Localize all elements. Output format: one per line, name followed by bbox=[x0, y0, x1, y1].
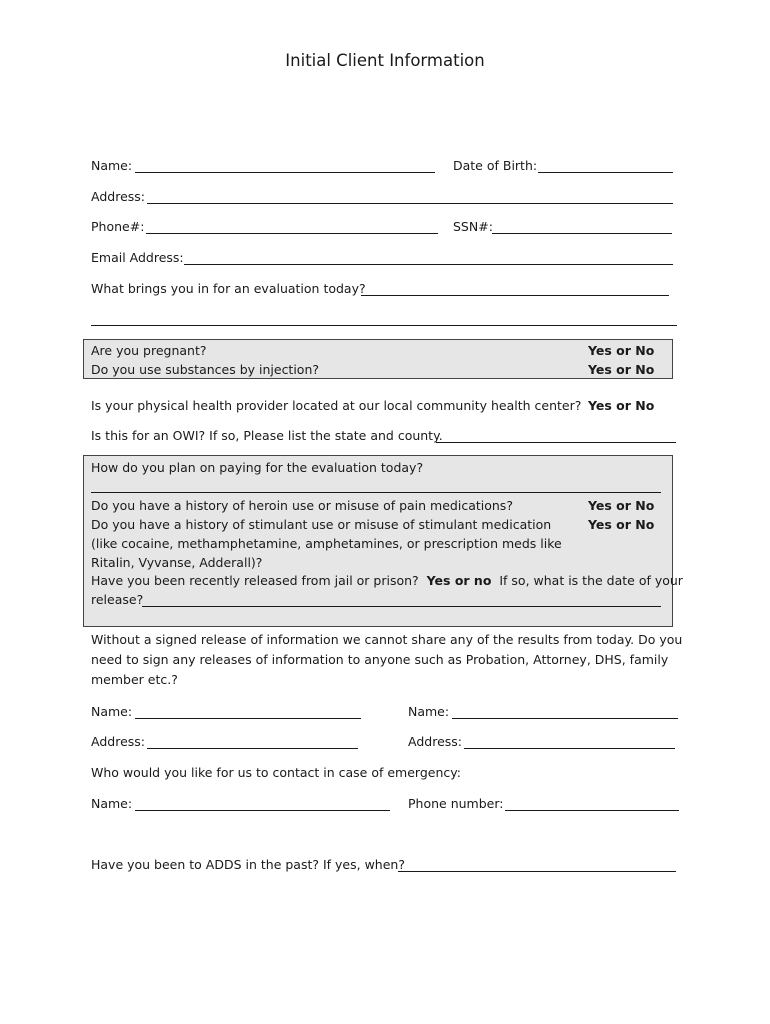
release-info-line-3: member etc.? bbox=[91, 672, 178, 687]
heroin-question: Do you have a history of heroin use or misuse of pain medications? bbox=[91, 498, 513, 513]
ssn-label: SSN#: bbox=[453, 219, 493, 234]
emergency-phone-label: Phone number: bbox=[408, 796, 504, 811]
address-label: Address: bbox=[91, 189, 145, 204]
name-label: Name: bbox=[91, 158, 133, 173]
paying-question: How do you plan on paying for the evaluation today? bbox=[91, 460, 424, 475]
emergency-name-label: Name: bbox=[91, 796, 133, 811]
release-contact-2-address-label: Address: bbox=[408, 734, 462, 749]
evaluation-reason-label: What brings you in for an evaluation today? bbox=[91, 281, 366, 296]
adds-field[interactable] bbox=[398, 871, 676, 872]
name-field[interactable] bbox=[135, 172, 435, 173]
jail-question-followup: If so, what is the date of your bbox=[499, 573, 683, 588]
release-info-line-1: Without a signed release of information we cannot share any of the results from today. Do you bbox=[91, 632, 683, 647]
paying-field[interactable] bbox=[91, 492, 661, 493]
owi-field[interactable] bbox=[436, 442, 676, 443]
jail-question-text: Have you been recently released from jail or prison? bbox=[91, 573, 419, 588]
stimulant-question: Do you have a history of stimulant use or misuse of stimulant medication bbox=[91, 517, 552, 532]
release-info-line-2: need to sign any releases of information to anyone such as Probation, Attorney, DHS, family bbox=[91, 652, 669, 667]
phone-label: Phone#: bbox=[91, 219, 145, 234]
email-field[interactable] bbox=[184, 264, 673, 265]
stimulant-examples-line-2: Ritalin, Vyvanse, Adderall)? bbox=[91, 555, 263, 570]
pregnant-question: Are you pregnant? bbox=[91, 343, 207, 358]
evaluation-reason-field[interactable] bbox=[361, 295, 669, 296]
owi-question: Is this for an OWI? If so, Please list the state and county. bbox=[91, 428, 443, 443]
jail-question bbox=[91, 573, 683, 588]
physical-provider-yes-no[interactable]: Yes or No bbox=[588, 398, 655, 413]
stimulant-yes-no[interactable]: Yes or No bbox=[588, 517, 655, 532]
heroin-yes-no[interactable]: Yes or No bbox=[588, 498, 655, 513]
release-contact-1-name-label: Name: bbox=[91, 704, 133, 719]
dob-field[interactable] bbox=[538, 172, 673, 173]
phone-field[interactable] bbox=[146, 233, 438, 234]
jail-yes-no[interactable]: Yes or no bbox=[426, 573, 492, 588]
release-contact-2-name-field[interactable] bbox=[452, 718, 678, 719]
email-label: Email Address: bbox=[91, 250, 184, 265]
physical-provider-question: Is your physical health provider located at our local community health center? bbox=[91, 398, 582, 413]
injection-question: Do you use substances by injection? bbox=[91, 362, 320, 377]
release-date-label: release? bbox=[91, 592, 144, 607]
evaluation-reason-field-2[interactable] bbox=[91, 325, 677, 326]
release-contact-2-name-label: Name: bbox=[408, 704, 450, 719]
address-field[interactable] bbox=[147, 203, 673, 204]
page-title: Initial Client Information bbox=[285, 51, 485, 70]
release-date-field[interactable] bbox=[142, 606, 661, 607]
injection-yes-no[interactable]: Yes or No bbox=[588, 362, 655, 377]
emergency-name-field[interactable] bbox=[135, 810, 390, 811]
release-contact-1-address-label: Address: bbox=[91, 734, 145, 749]
ssn-field[interactable] bbox=[492, 233, 672, 234]
emergency-phone-field[interactable] bbox=[505, 810, 679, 811]
emergency-question: Who would you like for us to contact in case of emergency: bbox=[91, 765, 461, 780]
pregnant-yes-no[interactable]: Yes or No bbox=[588, 343, 655, 358]
stimulant-examples-line-1: (like cocaine, methamphetamine, amphetamines, or prescription meds like bbox=[91, 536, 562, 551]
release-contact-1-name-field[interactable] bbox=[135, 718, 361, 719]
release-contact-2-address-field[interactable] bbox=[464, 748, 675, 749]
adds-question: Have you been to ADDS in the past? If yes, when? bbox=[91, 857, 405, 872]
dob-label: Date of Birth: bbox=[453, 158, 538, 173]
release-contact-1-address-field[interactable] bbox=[147, 748, 358, 749]
